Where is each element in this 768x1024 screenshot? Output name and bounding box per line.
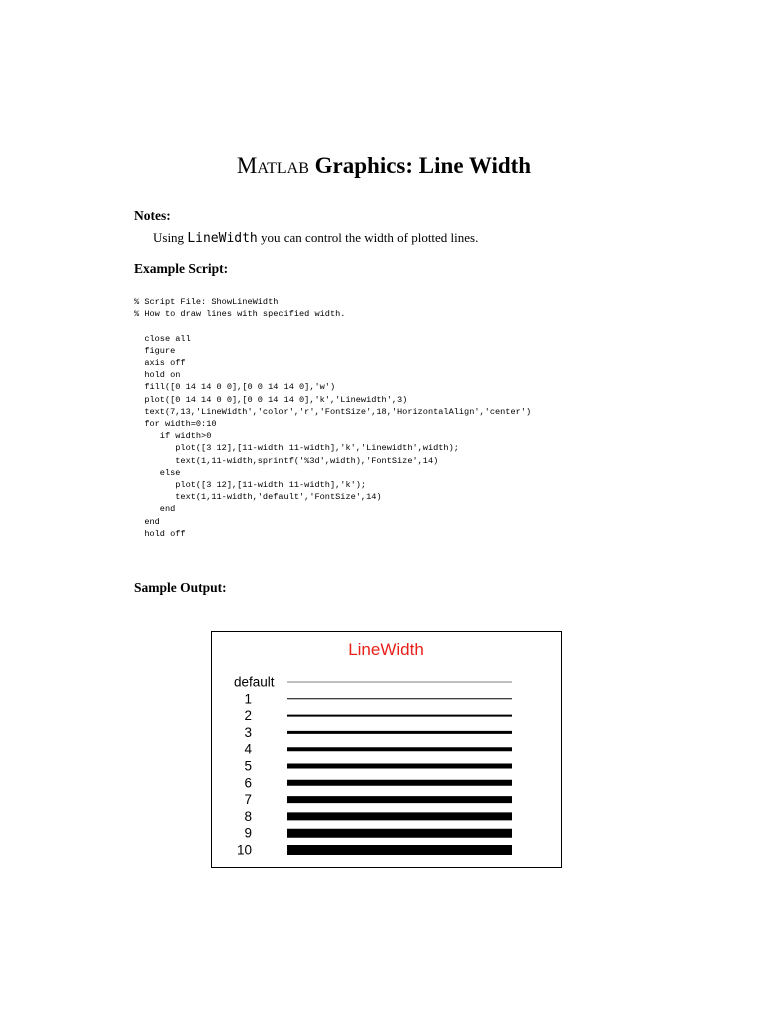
notes-post: you can control the width of plotted lines. bbox=[257, 230, 479, 245]
notes-heading: Notes: bbox=[134, 208, 171, 223]
code-line: text(7,13,'LineWidth','color','r','FontSize',18,'HorizontalAlign','center') bbox=[134, 406, 532, 417]
width-label: 7 bbox=[244, 792, 252, 808]
sample-heading: Sample Output: bbox=[134, 580, 227, 595]
notes-code: LineWidth bbox=[187, 231, 258, 246]
width-label: 10 bbox=[236, 842, 252, 858]
code-line: % How to draw lines with specified width. bbox=[134, 309, 346, 320]
code-line: text(1,11-width,'default','FontSize',14) bbox=[134, 492, 382, 503]
title-matlab: Matlab bbox=[236, 153, 309, 178]
code-line: close all bbox=[134, 333, 191, 344]
width-label: default bbox=[234, 674, 275, 690]
notes-pre: Using bbox=[153, 230, 188, 245]
title-rest: Graphics: Line Width bbox=[314, 153, 532, 178]
code-line: plot([3 12],[11-width 11-width],'k','Linewidth',width); bbox=[134, 443, 459, 454]
page-title bbox=[0, 153, 768, 179]
code-line: else bbox=[134, 467, 181, 478]
width-label: 9 bbox=[244, 825, 252, 841]
code-line: if width>0 bbox=[134, 431, 212, 442]
code-line: fill([0 14 14 0 0],[0 0 14 14 0],'w') bbox=[134, 382, 336, 393]
code-line: % Script File: ShowLineWidth bbox=[134, 297, 279, 307]
code-line: end bbox=[134, 516, 160, 527]
width-label: 6 bbox=[244, 775, 252, 791]
code-line: end bbox=[134, 504, 176, 515]
code-line: plot([3 12],[11-width 11-width],'k'); bbox=[134, 480, 367, 491]
width-label: 3 bbox=[244, 724, 252, 740]
code-line: hold on bbox=[134, 370, 181, 381]
width-label: 5 bbox=[244, 758, 252, 774]
example-heading: Example Script: bbox=[134, 261, 229, 276]
code-line: hold off bbox=[134, 528, 186, 539]
code-block bbox=[134, 296, 531, 540]
width-label: 4 bbox=[244, 741, 252, 757]
code-line: text(1,11-width,sprintf('%3d',width),'FontSize',14) bbox=[134, 455, 439, 466]
code-line: figure bbox=[134, 345, 176, 356]
width-label: 2 bbox=[244, 708, 252, 724]
figure-title: LineWidth bbox=[348, 640, 424, 659]
width-label: 8 bbox=[244, 808, 252, 824]
notes-paragraph bbox=[153, 230, 478, 246]
line-width-plot bbox=[212, 632, 561, 867]
width-label: 1 bbox=[244, 691, 252, 707]
code-line: for width=0:10 bbox=[134, 419, 217, 430]
code-line: axis off bbox=[134, 358, 186, 369]
sample-output-figure bbox=[211, 631, 562, 868]
code-line: plot([0 14 14 0 0],[0 0 14 14 0],'k','Linewidth',3) bbox=[134, 394, 408, 405]
